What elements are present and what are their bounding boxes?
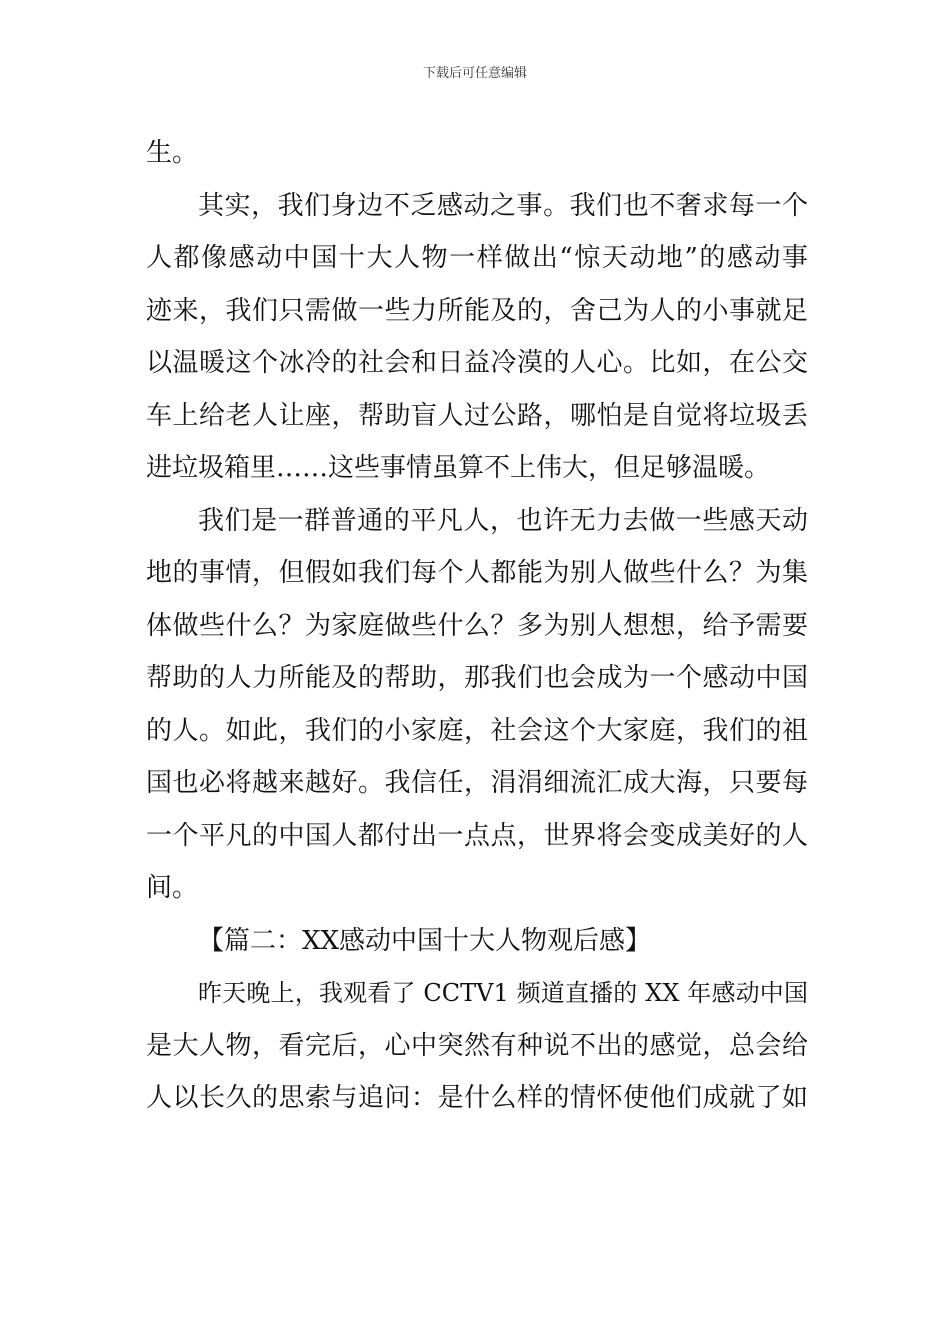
paragraph-first-line: 其实，我们身边不乏感动之事。我们也不奢求每一个 xyxy=(198,190,808,221)
document-body xyxy=(146,127,808,1125)
text-line: 是大人物，看完后，心中突然有种说不出的感觉，总会给 xyxy=(146,1030,808,1061)
text-line: 迹来，我们只需做一些力所能及的，舍己为人的小事就足 xyxy=(146,295,808,326)
text-line: 间。 xyxy=(146,873,199,903)
text-line: 帮助的人力所能及的帮助，那我们也会成为一个感动中国 xyxy=(146,663,808,693)
paragraph-first-line: 昨天晚上，我观看了 CCTV1 频道直播的 XX 年感动中国 xyxy=(198,979,808,1007)
text-line: 人以长久的思索与追问：是什么样的情怀使他们成就了如 xyxy=(146,1083,808,1113)
page-header: 下载后可任意编辑 xyxy=(422,66,527,81)
paragraph-first-line: 我们是一群普通的平凡人，也许无力去做一些感天动 xyxy=(198,505,808,536)
text-line: 车上给老人让座，帮助盲人过公路，哪怕是自觉将垃圾丢 xyxy=(146,400,808,431)
text-line: 国也必将越来越好。我信任，涓涓细流汇成大海，只要每 xyxy=(146,768,808,798)
text-line: 人都像感动中国十大人物一样做出“惊天动地”的感动事 xyxy=(146,243,808,273)
text-line: 地的事情，但假如我们每个人都能为别人做些什么？为集 xyxy=(146,558,808,588)
section-heading: 【篇二：XX感动中国十大人物观后感】 xyxy=(198,925,652,956)
text-line: 一个平凡的中国人都付出一点点，世界将会变成美好的人 xyxy=(146,820,808,851)
text-line: 体做些什么？为家庭做些什么？多为别人想想，给予需要 xyxy=(146,610,808,641)
text-line: 进垃圾箱里……这些事情虽算不上伟大，但足够温暖。 xyxy=(146,453,771,483)
text-line: 的人。如此，我们的小家庭，社会这个大家庭，我们的祖 xyxy=(146,715,808,746)
text-line: 以温暖这个冰冷的社会和日益冷漠的人心。比如，在公交 xyxy=(146,348,808,378)
text-line: 生。 xyxy=(146,138,199,168)
